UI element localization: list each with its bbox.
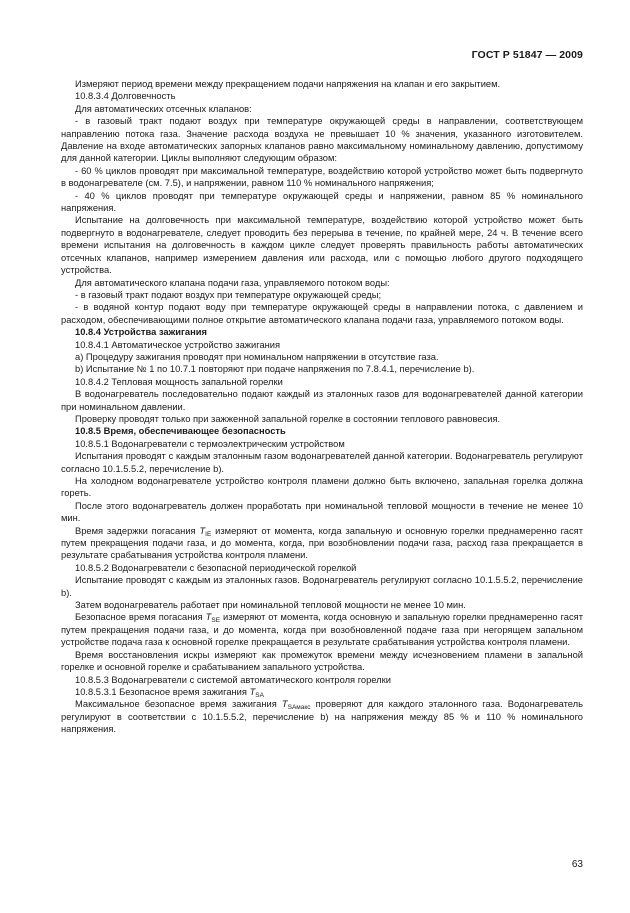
paragraph: Для автоматических отсечных клапанов:	[75, 103, 252, 114]
symbol-subscript: IE	[205, 530, 212, 538]
text-run: Максимальное безопасное время зажигания	[75, 699, 282, 710]
section-heading: 10.8.4.1 Автоматическое устройство зажигания	[75, 339, 281, 350]
paragraph: Время восстановления искры измеряют как промежуток времени между исчезновением пламени в запальной горелке и основной горелке и срабатыванием запального устройства.	[61, 649, 583, 673]
symbol-subscript: SE	[211, 617, 221, 625]
page-header-standard: ГОСТ Р 51847 — 2009	[471, 49, 583, 61]
paragraph: Испытания проводят с каждым эталонным газом водонагревателей данной категории. Водонагреватель регулируют согласно 10.1.5.5.2, перечисление b).	[61, 451, 583, 474]
paragraph: Затем водонагреватель работает при номинальной тепловой мощности не менее 10 мин.	[75, 600, 466, 611]
paragraph: После этого водонагреватель должен проработать при номинальной тепловой мощности в течение не менее 10 мин.	[61, 500, 583, 524]
symbol-subscript: SA	[255, 691, 264, 699]
list-item: b) Испытание № 1 по 10.7.1 повторяют при подаче напряжения по 7.8.4.1, перечисление b).	[75, 364, 475, 375]
paragraph	[61, 611, 583, 648]
paragraph: Проверку проводят только при зажженной запальной горелке в состоянии теплового равновесия.	[75, 413, 501, 424]
section-heading: 10.8.5.1 Водонагреватели с термоэлектрическим устройством	[75, 438, 345, 449]
text-run: проверяют для каждого эталонного газа. Водонагреватель регулируют в соответствии с 10.1.5.5.2, перечисление b) на напряжения между 85 % и 110 % номинального напряжения.	[61, 699, 583, 735]
document-body	[61, 78, 583, 736]
list-item: - в газовый тракт подают воздух при температуре окружающей среды в направлении, соответствующем направлению потока газа. Значение расхода воздуха не превышает 10 % значения, указанного изготовителем. Давление на входе автоматических запорных клапанов равно максимальному номинальному давлению, допустимому для данной категории. Циклы выполняют следующим образом:	[61, 116, 583, 164]
paragraph: Испытание проводят с каждым из эталонных газов. Водонагреватель регулируют согласно 10.1.5.5.2, перечисление b).	[61, 575, 583, 598]
section-heading-bold: 10.8.4 Устройства зажигания	[75, 327, 207, 338]
list-item: - 60 % циклов проводят при максимальной температуре, воздействию которой устройство может быть подвергнуто в водонагревателе (см. 7.5), и напряжении, равном 110 % номинального напряжения;	[61, 165, 583, 189]
symbol: T	[205, 612, 212, 623]
section-heading: 10.8.3.4 Долговечность	[75, 91, 176, 102]
symbol: T	[199, 525, 206, 536]
list-item: - в газовый тракт подают воздух при температуре окружающей среды;	[75, 289, 382, 300]
paragraph	[61, 525, 583, 562]
section-heading: 10.8.5.3 Водонагреватели с системой автоматического контроля горелки	[75, 674, 391, 685]
text-run: 10.8.5.3.1 Безопасное время зажигания	[75, 686, 250, 697]
page-number: 63	[571, 859, 583, 870]
paragraph	[61, 698, 583, 735]
symbol-subscript: SAмакс	[287, 704, 311, 712]
text-run: Безопасное время погасания	[75, 612, 206, 623]
section-heading	[61, 686, 583, 698]
text-run: измеряют от момента, когда основную и запальную горелки преднамеренно гасят путем прекращения подачи газа, и до момента, когда при возобновленной подаче газа при негорящем запальном устройстве подача газа к основной горелке прекращается в результате срабатывания устройства контроля пламени.	[61, 612, 583, 648]
list-item: - 40 % циклов проводят при температуре окружающей среды и напряжении, равном 85 % номинального напряжения.	[61, 190, 583, 214]
list-item: - в водяной контур подают воду при температуре окружающей среды в направлении потока, с давлением и расходом, обеспечивающими полное открытие автоматического клапана подачи газа, управляемого потоком воды.	[61, 302, 583, 325]
symbol: T	[249, 686, 256, 697]
text-run: Время задержки погасания	[75, 525, 200, 536]
paragraph: На холодном водонагревателе устройство контроля пламени должно быть включено, запальная горелка должна гореть.	[61, 476, 583, 499]
symbol: T	[281, 699, 288, 710]
paragraph: Испытание на долговечность при максимальной температуре, воздействию которой устройство может быть подвергнуто в водонагревателе, следует проводить без перерыва в течение, по крайней мере, 24 ч. В течение всего времени испытания на долговечность в каждом цикле следует проверять правильность работы автоматических отсечных клапанов, например измерением давления или расхода, или с помощью любого другого подходящего устройства.	[61, 215, 583, 276]
section-heading: 10.8.5.2 Водонагреватели с безопасной периодической горелкой	[75, 562, 357, 573]
paragraph: Измеряют период времени между прекращением подачи напряжения на клапан и его закрытием.	[75, 79, 501, 89]
section-heading-bold: 10.8.5 Время, обеспечивающее безопасность	[75, 426, 286, 437]
list-item: а) Процедуру зажигания проводят при номинальном напряжении в отсутствие газа.	[75, 351, 439, 362]
paragraph: В водонагреватель последовательно подают каждый из эталонных газов для водонагревателей данной категории при номинальном давлении.	[61, 389, 583, 412]
text-run: измеряют от момента, когда запальную и основную горелки преднамеренно гасят путем прекращения подачи газа, и до момента, когда, при возобновлении подачи газа, расход газа прекращается в результате срабатывания устройства контроля пламени.	[61, 525, 583, 561]
section-heading: 10.8.4.2 Тепловая мощность запальной горелки	[75, 376, 283, 387]
paragraph: Для автоматического клапана подачи газа, управляемого потоком воды:	[75, 277, 390, 288]
